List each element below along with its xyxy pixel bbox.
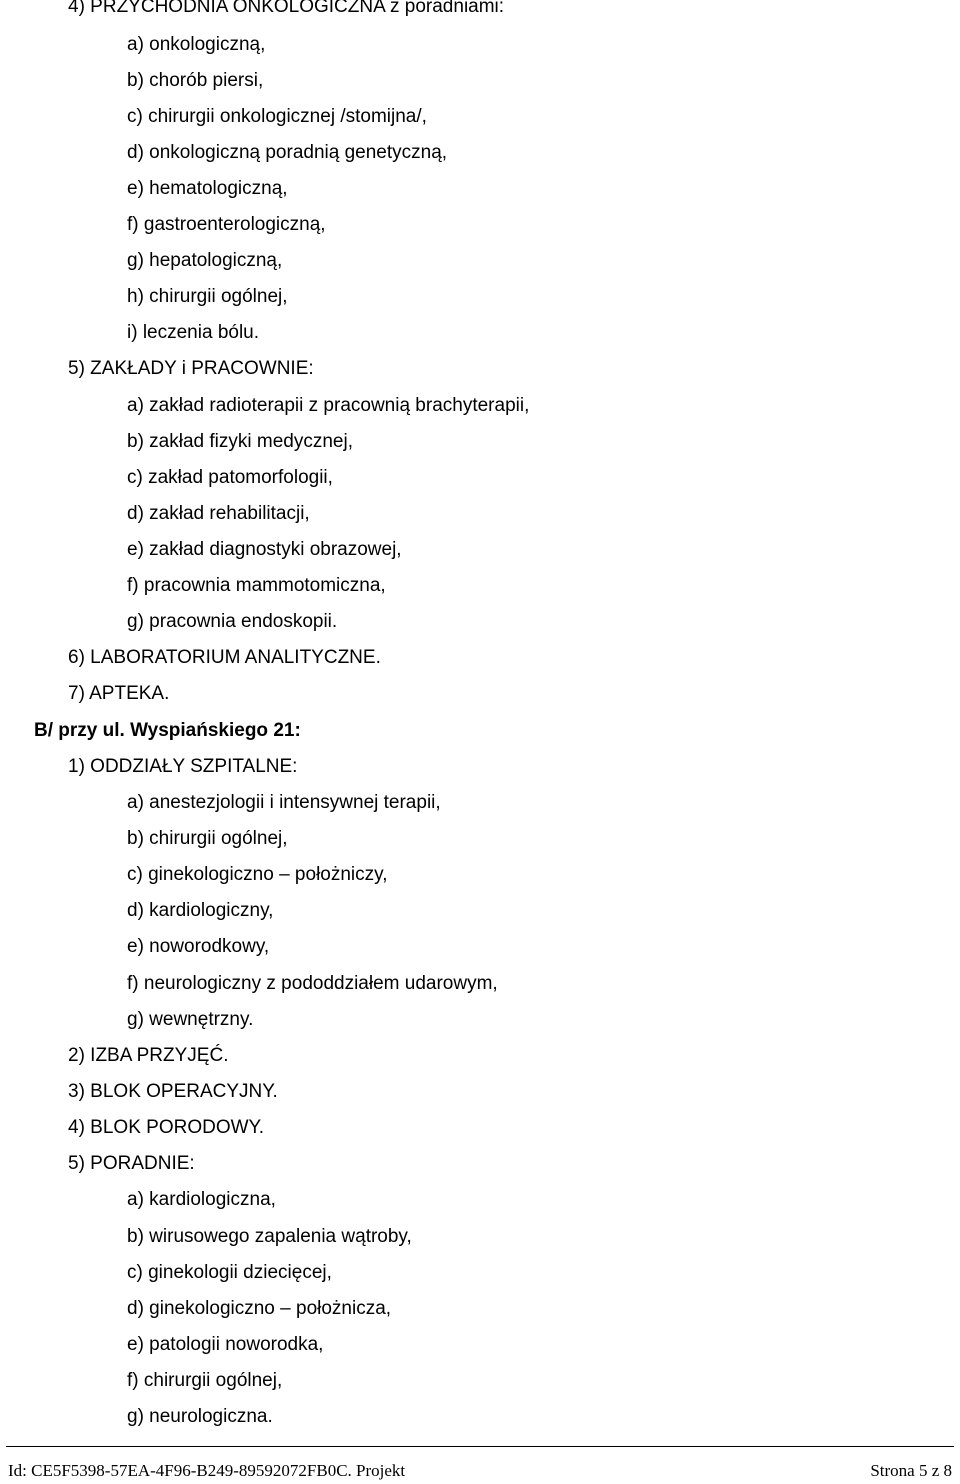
section-heading: 7) APTEKA.: [68, 683, 170, 704]
section-heading: 4) PRZYCHODNIA ONKOLOGICZNA z poradniami:: [68, 0, 505, 17]
list-item: c) ginekologiczno – położniczy,: [127, 864, 388, 885]
list-item: h) chirurgii ogólnej,: [127, 286, 288, 307]
list-item: c) zakład patomorfologii,: [127, 467, 333, 488]
list-item: d) ginekologiczno – położnicza,: [127, 1298, 392, 1319]
section-heading: 3) BLOK OPERACYJNY.: [68, 1081, 278, 1102]
list-item: b) chorób piersi,: [127, 70, 264, 91]
list-item: a) zakład radioterapii z pracownią brachyterapii,: [127, 395, 530, 416]
list-item: f) pracownia mammotomiczna,: [127, 575, 386, 596]
list-item: d) onkologiczną poradnią genetyczną,: [127, 142, 448, 163]
list-item: g) wewnętrzny.: [127, 1009, 254, 1030]
list-item: f) neurologiczny z pododdziałem udarowym,: [127, 973, 498, 994]
document-id: Id: CE5F5398-57EA-4F96-B249-89592072FB0C. Projekt: [8, 1461, 406, 1480]
section-heading: 6) LABORATORIUM ANALITYCZNE.: [68, 647, 381, 668]
list-item: a) kardiologiczna,: [127, 1189, 276, 1210]
list-item: a) onkologiczną,: [127, 34, 266, 55]
list-item: g) hepatologiczną,: [127, 250, 283, 271]
footer-divider: [6, 1446, 954, 1447]
list-item: e) hematologiczną,: [127, 178, 288, 199]
list-item: b) wirusowego zapalenia wątroby,: [127, 1226, 412, 1247]
list-item: e) patologii noworodka,: [127, 1334, 324, 1355]
list-item: e) zakład diagnostyki obrazowej,: [127, 539, 402, 560]
list-item: g) neurologiczna.: [127, 1406, 273, 1427]
list-item: d) zakład rehabilitacji,: [127, 503, 310, 524]
list-item: g) pracownia endoskopii.: [127, 611, 338, 632]
section-heading: 1) ODDZIAŁY SZPITALNE:: [68, 756, 298, 777]
list-item: i) leczenia bólu.: [127, 322, 260, 343]
section-heading: 5) ZAKŁADY i PRACOWNIE:: [68, 358, 314, 379]
list-item: b) chirurgii ogólnej,: [127, 828, 288, 849]
list-item: c) ginekologii dziecięcej,: [127, 1262, 332, 1283]
section-heading: 2) IZBA PRZYJĘĆ.: [68, 1045, 229, 1066]
list-item: f) chirurgii ogólnej,: [127, 1370, 283, 1391]
page-number: Strona 5 z 8: [870, 1461, 952, 1480]
section-heading: 4) BLOK PORODOWY.: [68, 1117, 265, 1138]
section-heading: 5) PORADNIE:: [68, 1153, 195, 1174]
list-item: e) noworodkowy,: [127, 936, 270, 957]
list-item: b) zakład fizyki medycznej,: [127, 431, 353, 452]
list-item: a) anestezjologii i intensywnej terapii,: [127, 792, 441, 813]
location-heading: B/ przy ul. Wyspiańskiego 21:: [34, 720, 301, 741]
list-item: f) gastroenterologiczną,: [127, 214, 326, 235]
list-item: d) kardiologiczny,: [127, 900, 274, 921]
list-item: c) chirurgii onkologicznej /stomijna/,: [127, 106, 427, 127]
